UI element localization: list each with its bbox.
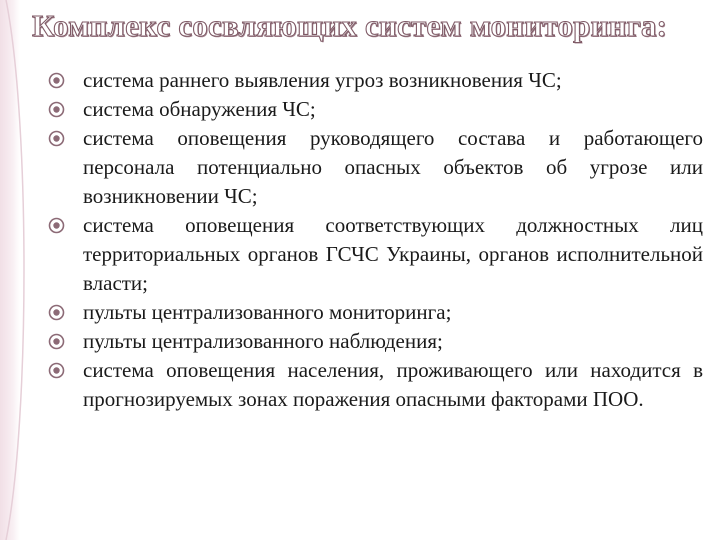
list-item bbox=[48, 298, 703, 327]
list-item-text: пульты централизованного мониторинга; bbox=[83, 300, 452, 324]
bullet-list bbox=[48, 66, 703, 414]
list-item-text: система оповещения населения, проживающего или находится в прогнозируемых зонах поражения опасными факторами ПОО. bbox=[83, 358, 703, 411]
circled-dot-icon bbox=[48, 101, 65, 118]
list-item bbox=[48, 124, 703, 211]
list-item bbox=[48, 356, 703, 414]
circled-dot-icon bbox=[48, 130, 65, 147]
list-item-text: система раннего выявления угроз возникновения ЧС; bbox=[83, 68, 562, 92]
list-item bbox=[48, 95, 703, 124]
decorative-side-curve bbox=[0, 0, 40, 540]
circled-dot-icon bbox=[48, 333, 65, 350]
circled-dot-icon bbox=[48, 304, 65, 321]
list-item bbox=[48, 66, 703, 95]
list-item-text: система оповещения соответствующих должностных лиц территориальных органов ГСЧС Украины, органов исполнительной власти; bbox=[83, 213, 703, 295]
circled-dot-icon bbox=[48, 72, 65, 89]
list-item bbox=[48, 211, 703, 298]
list-item-text: пульты централизованного наблюдения; bbox=[83, 329, 443, 353]
circled-dot-icon bbox=[48, 217, 65, 234]
list-item-text: система оповещения руководящего состава и работающего персонала потенциально опасных объектов об угрозе или возникновении ЧС; bbox=[83, 126, 703, 208]
circled-dot-icon bbox=[48, 362, 65, 379]
list-item bbox=[48, 327, 703, 356]
list-item-text: система обнаружения ЧС; bbox=[83, 97, 316, 121]
slide-title: Комплекс сосвляющих систем мониторинга: bbox=[32, 8, 668, 43]
